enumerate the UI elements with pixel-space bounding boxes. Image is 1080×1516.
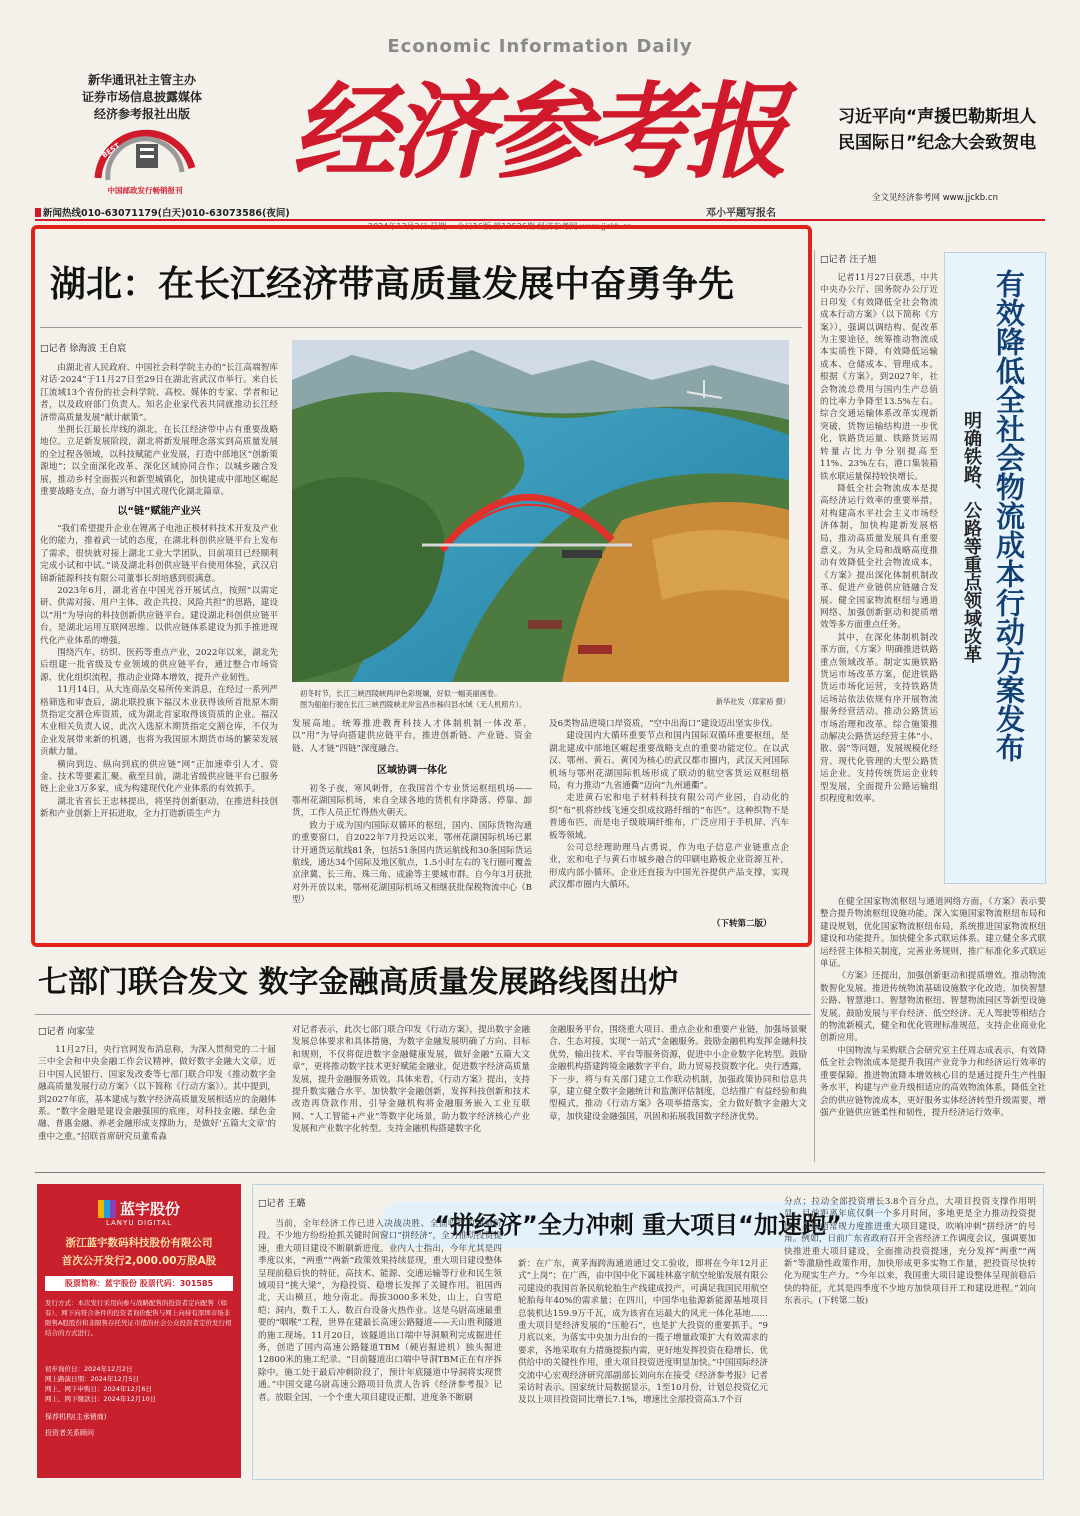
- lead-paragraph: 发展高地。统筹推进教育科技人才体制机制一体改革，以“用”为导向搭建供应链平台，推进创新链、产业链、资金链、人才链“四链”深度融合。: [292, 719, 532, 754]
- headline-rule: [40, 327, 802, 328]
- projects-paragraph: 分点；拉动全部投资增长3.8个百分点，大项目投资支撑作用明显。目前距离年底仅剩一个多月时间，多地更是全力推动投资提速，采取超常规力度推进重大项目建设，吹响冲刺“拼经济”的号角。例如，日前广东省政府召开全省经济工作调度会议，强调要加快推进重大项目建设，全面推动投资提速，充分发挥“两重”“两新”等激励性政策作用，加快形成更多实物工作量，把投资尽快转化为现实生产力。“今年以来，我国重大项目建设整体呈现前稳后快的特征，尤其是四季度不少地方加快项目开工和建设进程。”刘向东表示。(下转第二版): [784, 1197, 1036, 1307]
- logistics-title-box[interactable]: [944, 252, 1046, 884]
- lead-column-2: [292, 718, 532, 932]
- ad-stock-line: 股票简称：蓝宇股份 股票代码：301585: [45, 1276, 233, 1291]
- lead-column-3: [549, 718, 789, 932]
- ad-company: 浙江蓝宇数码科技股份有限公司: [65, 1237, 213, 1249]
- ad-brand-english: LANYU DIGITAL: [105, 1219, 173, 1227]
- lead-paragraph: 11月14日，从大连商品交易所传来消息，在经过一系列严格筛选和审查后，湖北联投旗下福汉木业获得该所首批原木期货指定交割仓库资质，成为湖北首家取得该资质的企业。福汉木业相关负责人说，此次入选原木期货指定交割仓库，不仅为企业发展带来新的机遇，也将为我国原木期货市场的繁荣发展贡献力量。: [40, 685, 278, 758]
- projects-headline[interactable]: “拼经济”全力冲刺 重大项目“加速跑”: [434, 1211, 842, 1239]
- logistics-paragraph: 中国物流与采购联合会研究室主任周志成表示，有效降低全社会物流成本是提升我国产业竞争力和经济运行效率的重要保障。推进物流降本增效核心目的是通过提升生产性服务水平，构建与产业升级相适应的高效物流体系，降低全社会的供应链物流成本，更好服务实体经济转型升级需要，增强产业链供应链柔性和韧性，提升经济运行效率。: [820, 1045, 1046, 1118]
- projects-paragraph: 新：在广东，黄茅海跨海通道通过交工验收，即将在今年12月正式“上岗”；在广西，由中国中化下属桂林嘉宇航空轮胎发展有限公司建设的我国首条民航轮胎生产线建成投产，可满足我国民用航空轮胎每年40%的需求量；在四川，中国华电盐源新能源基地项目总装机达159.9万千瓦，成为该省在运最大的风光一体化基地……重大项目是经济发展的“压舱石”，也是扩大投资的重要抓手。“9月底以来，为落实中央加力出台的一揽子增量政策扩大有效需求的要求，各地采取有力措施提振内需，更好地发挥投资在稳增长、优供给中的关键性作用，重大项目投资进度明显加快。”中国国际经济交流中心宏观经济研究部副部长刘向东在接受《经济参考报》记者采访时表示。国家统计局数据显示，1至10月份，计划总投资亿元及以上项目投资同比增长7.1%，增速比全部投资高3.7个百: [518, 1259, 768, 1406]
- finance-headline[interactable]: 七部门联合发文 数字金融高质量发展路线图出炉: [38, 965, 679, 1000]
- ad-offer: 首次公开发行2,000.00万股A股: [61, 1255, 217, 1267]
- logistics-paragraph: 降低全社会物流成本是提高经济运行效率的重要举措，对构建高水平社会主义市场经济体制，加快构建新发展格局，推动高质量发展具有重要意义。为从全局和战略高度推动有效降低全社会物流成本，《方案》提出深化体制机制改革、促进产业链供应链融合发展、健全国家物流枢纽与通道网络、加强创新驱动和提质增效等多方面重点任务。: [820, 483, 938, 631]
- postal-logo-caption: 中国邮政发行畅销报刊: [107, 186, 183, 195]
- section-rule: [35, 1172, 1045, 1173]
- column-divider: [814, 250, 815, 1162]
- postal-logo: [90, 128, 200, 195]
- ad-dates: 初步询价日：2024年12月2日 网上路演日期：2024年12月5日 网上、网下申购日：2024年12月6日 网上、网下缴款日：2024年12月10日: [45, 1365, 157, 1403]
- logistics-title: 有效降低全社会物流成本行动方案发布: [992, 269, 1026, 762]
- lead-paragraph: 建设国内大循环重要节点和国内国际双循环重要枢纽，是湖北建成中部地区崛起重要战略支点的重要功能定位。在以武汉、鄂州、黄石、黄冈为核心的武汉都市圈内，武汉天河国际机场与鄂州花湖国际机场形成了联动的航空客货运双枢纽格局，有力推动“九省通衢”迈向“九州通衢”。: [549, 731, 789, 792]
- logistics-paragraph: 记者11月27日获悉，中共中央办公厅、国务院办公厅近日印发《有效降低全社会物流成本行动方案》（以下简称《方案》），强调以调结构、促改革为主要途径，统筹推动物流成本实质性下降，有效降低运输成本、仓储成本、管理成本。根据《方案》，到2027年，社会物流总费用与国内生产总值的比率力争降至13.5%左右。综合交通运输体系改革实现新突破，货物运输结构进一步优化，铁路货运量、铁路货运周转量占比力争分别提高至11%、23%左右，港口集装箱铁水联运量保持较快增长。: [820, 273, 938, 482]
- finance-paragraph: 11月27日，央行官网发布消息称，为深入贯彻党的二十届三中全会和中央金融工作会议精神，做好数字金融大文章，近日中国人民银行、国家发改委等七部门联合印发《推动数字金融高质量发展行动方案》（以下简称《行动方案》）。其中提到，到2027年底，基本建成与数字经济高质量发展相适应的金融体系。“数字金融是建设金融强国的底座，对科技金融、绿色金融、普惠金融、养老金融形成支撑助力，是做好‘五篇大文章’的重中之重。”招联首席研究员董希淼: [38, 1045, 276, 1142]
- lead-byline: □记者 徐海波 王自宸: [40, 344, 127, 354]
- logo-signature: 邓小平题写报名: [706, 208, 776, 219]
- projects-column-1: [258, 1218, 502, 1474]
- ad-small-print: 发行方式：本次发行采用向参与战略配售的投资者定向配售（如有）、网下向符合条件的投资者询价配售与网上向持有深圳市场非限售A股股份和非限售存托凭证市值的社会公众投资者定价发行相结合的方式进行。: [45, 1299, 232, 1337]
- lead-continue-note[interactable]: （下转第二版）: [712, 919, 772, 929]
- news-hotline: [35, 205, 290, 219]
- lead-subhead-region: 区域协调一体化: [377, 765, 447, 777]
- lead-paragraph: 2023年6月，湖北省在中国光谷开展试点，按照“以需定研、供需对接、用户主体、政企共投、风险共担”的思路，建设以“用”为导向的科技创新供应链平台。建设湖北科创供应链平台，是湖北运用互联网思维、以供应链体系建设为抓手推进现代化产业体系的增强。: [40, 585, 278, 646]
- lead-paragraph: 公司总经理助理马占勇说，作为电子信息产业链重点企业，宏和电子与黄石市城乡融合的印刷电路板企业资源互补，形成内部小循环。企业还直接为中国光谷提供产品支撑，实现武汉都市圈内大循环。: [549, 843, 789, 891]
- logistics-wide-column: [820, 896, 1046, 1166]
- ad-brand: 蓝宇股份: [119, 1200, 180, 1218]
- ad-sponsor: 保荐机构(主承销商): [45, 1413, 107, 1421]
- english-name: Economic Information Daily: [387, 36, 693, 57]
- postal-logo-icon: [90, 128, 200, 183]
- website-note[interactable]: 全文见经济参考网 www.jjckb.cn: [872, 193, 998, 203]
- photo-credit: 新华社发（郑家裕 摄）: [715, 697, 790, 706]
- logistics-paragraph: 在健全国家物流枢纽与通道网络方面，《方案》表示要整合提升物流枢纽设施功能。深入实施国家物流枢纽布局和建设规划，优化国家物流枢纽布局，系统推进国家物流枢纽建设和功能提升。加快健全多式联运体系。建立健全多式联运经营主体相关制度，完善业务规则，推广标准化多式联运单证。: [820, 897, 1046, 970]
- lead-paragraph: 围绕汽车、纺织、医药等重点产业，2022年以来，湖北先后组建一批省级及专业领域的供应链平台，通过整合市场资源、优化组织流程，推动企业降本增效，提升产业韧性。: [40, 647, 278, 683]
- lead-paragraph: 初冬子夜，寒风刺骨，在我国首个专业货运枢纽机场——鄂州花湖国际机场，来自全球各地的货机有序降落、停靠、卸货，工作人员正忙得热火朝天。: [292, 783, 532, 819]
- newspaper-logo: 经济参考报: [292, 70, 783, 193]
- projects-paragraph: 当前，全年经济工作已进入决战决胜、全面收官的冲刺阶段。不少地方纷纷抢抓关键时间窗口“拼经济”，全力推动投资提速，重大项目建设不断刷新进度。业内人士指出，今年尤其是四季度以来，“两重”“两新”政策效果持续显现，重大项目建设整体呈现前稳后快的特征，高技术、能源、交通运输等行业和民生领域项目“挑大梁”，为稳投资、稳增长发挥了关键作用。祖国西北，天山横亘，地分南北。海拔3000多米处，山上，白雪皑皑；洞内，数千工人、数百台设备火热作业。这是乌尉高速最重要的“咽喉”工程，世界在建最长高速公路隧道——天山胜利隧道的施工现场。11月20日，该隧道出口端中导洞顺利完成掘进任务，创造了国内高速公路隧道TBM（硬岩掘进机）独头掘进12800米的施工纪录。“目前隧道出口端中导洞TBM正在有序拆除中。施工处于最后冲刺阶段了，预计年底隧道中导洞将实现贯通。”中国交建乌尉高速公路项目负责人告诉《经济参考报》记者。放眼全国，一个个重大项目建设正酣，进度条不断刷: [258, 1219, 502, 1403]
- lead-intro: 由湖北省人民政府、中国社会科学院主办的“长江高端智库对话·2024”于11月27日至29日在湖北省武汉市举行。来自长江流域13个省份的社会科学院、高校、媒体的专家、学者和记者，以及政府部门负责人、知名企业家代表共同就推动长江经济带高质量发展“献计献策”。: [40, 363, 278, 423]
- finance-paragraph: 对记者表示，此次七部门联合印发《行动方案》，提出数字金融发展总体要求和具体措施，为数字金融发展明确了方向、目标和规则，不仅将促进数字金融健康发展，做好金融“五篇大文章”，更将推动数字技术更好赋能金融业，促进数字经济高质量发展，提升金融服务质效。具体来看，《行动方案》提出，支持提升数实融合水平。加快数字金融创新，发挥科技创新和技术改造再贷款作用，引导金融机构将金融服务嵌入工业互联网、“人工智能+产业”等数字化场景，助力数字经济核心产业发展和产业数字化转型。支持金融机构搭建数字化: [292, 1025, 530, 1135]
- issue-line: 2024年12月2日 星期一 今日16版 第12526期 经济参考网 www.jjckb.cn: [368, 222, 632, 231]
- lead-paragraph: 走进黄石宏和电子材料科技有限公司产业园，自动化的织“布”机将纱线飞速交织成纹路纤细的“布匹”。这种织物不是普通布匹，而是电子级玻璃纤维布，广泛应用于手机屏、汽车板等领域。: [549, 793, 789, 841]
- lead-photo: [292, 340, 789, 682]
- yangtze-gorge-photo: [292, 340, 789, 682]
- projects-column-2: [518, 1258, 768, 1474]
- photo-caption: 初冬时节，长江三峡西陵峡两岸色彩斑斓，好似一幅美丽画卷。 图为船舶行驶在长江三峡西陵峡北岸宜昌市秭归县水域（无人机照片）。: [300, 689, 527, 709]
- finance-column-3: [549, 1024, 807, 1162]
- ad-investor-line: 投资者关系顾问: [45, 1429, 94, 1437]
- finance-column-2: [292, 1024, 530, 1162]
- finance-rule: [35, 1014, 811, 1015]
- lead-paragraph: 致力于成为国内国际双循环的枢纽，国内、国际货物沟通的重要窗口，自2022年7月投运以来，鄂州花湖国际机场已累计开通货运航线81条，包括51条国内货运航线和30条国际货运航线，通达34个国际及地区航点，1.5小时左右的飞行圈可覆盖京津冀、长三角、珠三角、成渝等主要城市群。自今年3月获批对外开放以来，鄂州花湖国际机场又相继获批保税物流中心（B型）: [292, 820, 532, 906]
- lead-subhead-chain: 以“链”赋能产业兴: [117, 506, 201, 518]
- finance-byline: □记者 向家莹: [38, 1027, 95, 1037]
- svg-text:BEST: BEST: [100, 141, 122, 160]
- logistics-byline: □记者 汪子旭: [820, 255, 877, 265]
- projects-column-3: [784, 1196, 1036, 1474]
- publisher-lines: 新华通讯社主管主办 证券市场信息披露媒体 经济参考报社出版: [81, 73, 202, 121]
- lead-paragraph: 横向到边、纵向到底的供应链“网”正加速牵引人才、资金、技术等要素汇聚。截至目前，湖北省级供应链平台已服务链上企业3万多家，成为构建现代化产业体系的有效抓手。: [40, 759, 278, 795]
- finance-paragraph: 金融服务平台，围绕重大项目、重点企业和重要产业链，加强场景聚合、生态对接，实现“一站式”金融服务。鼓励金融机构发挥金融科技优势，输出技术、平台等服务资源，促进中小企业数字化转型。鼓励金融机构搭建跨境金融数字平台，助力贸易投资数字化。央行透露，下一步，将与有关部门建立工作联动机制，加强政策协同和信息共享，建立健全数字金融统计和监测评估制度，总结推广有益经验和典型模式，推动《行动方案》各项举措落实，全力做好数字金融大文章，加快建设金融强国，巩固和拓展我国数字经济优势。: [549, 1025, 807, 1122]
- logistics-paragraph: 《方案》还提出，加强创新驱动和提质增效。推动物流数智化发展。推进传统物流基础设施数字化改造，加快智慧公路、智慧港口、智慧物流枢纽、智慧物流园区等新型设施发展。鼓励发展与平台经济、低空经济、无人驾驶等相结合的物流新模式，健全和优化管理标准规范，支持企业商业化创新应用。: [820, 971, 1046, 1044]
- logistics-column: [820, 272, 938, 896]
- top-news-link[interactable]: 习近平向“声援巴勒斯坦人民国际日”纪念大会致贺电: [838, 107, 1037, 153]
- lead-paragraph: 坐拥长江最长岸线的湖北，在长江经济带中占有重要战略地位。立足新发展阶段，湖北将新发展理念落实到高质量发展的全过程各领域，以科技赋能产业发展，打造中部地区“创新策源地”；以全面深化改革、深化区域协同合作；以城乡融合发展，推动乡村全面振兴和新型城镇化，加快建成中部地区崛起重要战略支点，奋力谱写中国式现代化湖北篇章。: [40, 425, 278, 498]
- ipo-advertisement[interactable]: [37, 1184, 241, 1478]
- lead-headline[interactable]: 湖北：在长江经济带高质量发展中奋勇争先: [50, 264, 735, 305]
- logistics-subtitle: 明确铁路、公路等重点领域改革: [961, 411, 982, 663]
- lead-paragraph: 湖北省省长王忠林提出，将坚持创新驱动，在推进科技创新和产业创新上开拓进取，全力打造新质生产力: [40, 796, 278, 820]
- lead-paragraph: “我们希望提升企业在锂离子电池正极材料技术开发及产业化的能力，推着武一试的态度，在湖北科创供应链平台上发布了需求，很快就对接上湖北工业大学团队，目前项目已经顺利完成小试和中试。”谈及湖北科创供应链平台使用体验，武汉启锦新能源科技有限公司董事长胡培感到很满意。: [40, 523, 278, 584]
- hotline-marker-icon: [35, 208, 41, 217]
- logistics-paragraph: 其中，在深化体制机制改革方面，《方案》明确推进铁路重点领域改革。制定实施铁路货运市场改革方案，促进铁路货运市场化运营，支持铁路货运场站依法依规有序开展物流服务经营活动。推动公路货运市场治理和改革。综合施策推动解决公路货运经营主体“小、散、弱”等问题，发展规模化经营、现代化管理的大型公路货运企业。支持传统货运企业转型发展，全面提升公路运输组织程度和效率。: [820, 632, 938, 805]
- hotline-text: 新闻热线010-63071179(白天)010-63073586(夜间): [43, 208, 290, 219]
- lead-column-1: [40, 362, 278, 934]
- finance-column-1: [38, 1044, 276, 1162]
- projects-byline: □记者 王璐: [258, 1199, 306, 1209]
- lanyu-logo-icon: [98, 1200, 116, 1218]
- lead-paragraph: 及6类物品进境口岸资质，“空中出海口”建设迈出坚实步伐。: [549, 719, 779, 729]
